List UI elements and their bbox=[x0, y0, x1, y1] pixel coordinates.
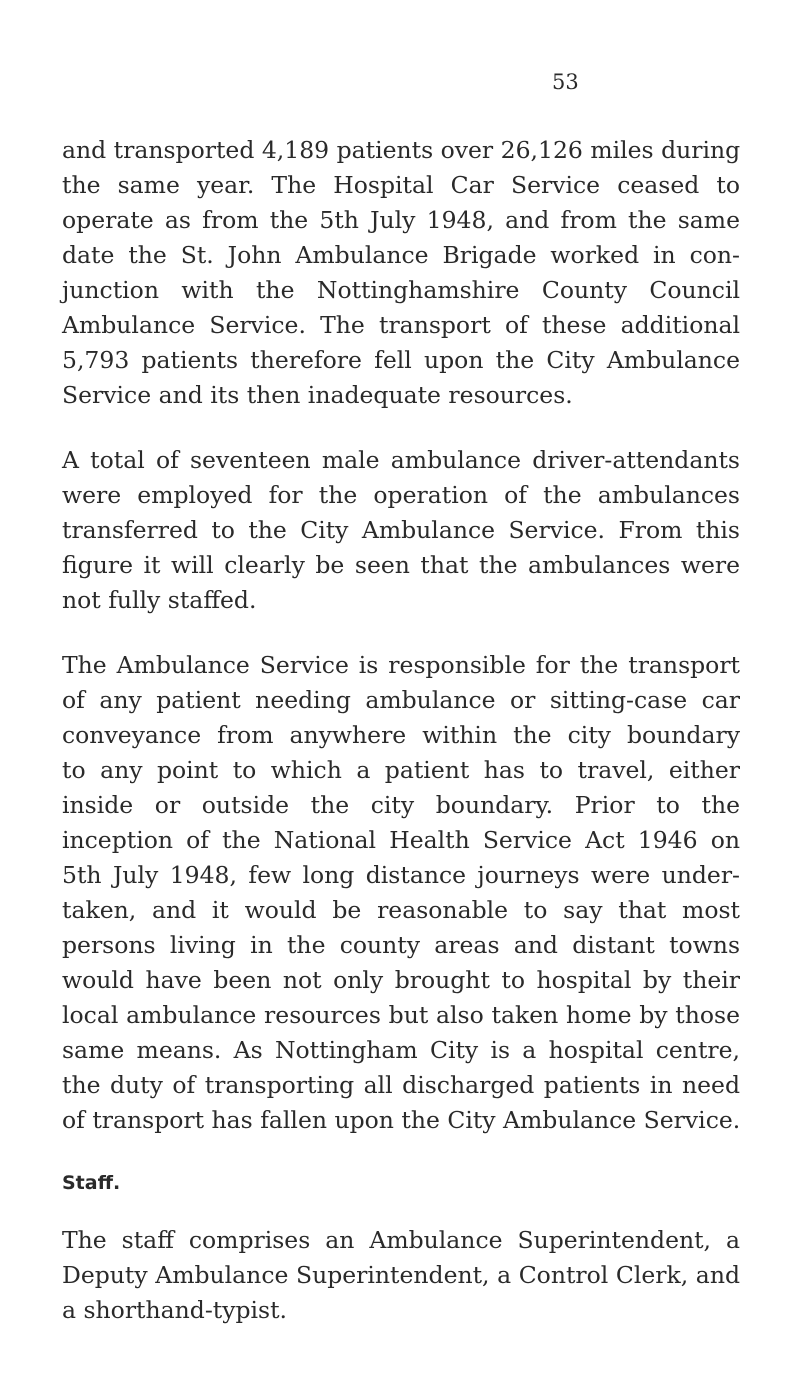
text-line: conveyance from anywhere within the city boundary bbox=[62, 721, 740, 749]
text-line: operate as from the 5th July 1948, and from the same bbox=[62, 206, 740, 234]
paragraph-attendants bbox=[62, 443, 740, 618]
text-line: inside or outside the city boundary. Prior to the bbox=[62, 791, 740, 819]
text-line: not fully staffed. bbox=[62, 586, 257, 614]
text-line: and transported 4,189 patients over 26,126 miles during bbox=[62, 136, 741, 164]
text-line: a shorthand-typist. bbox=[62, 1296, 288, 1324]
text-line: A total of seventeen male ambulance driver-attendants bbox=[62, 446, 740, 474]
paragraph-transport-figures bbox=[62, 133, 740, 413]
text-line: of any patient needing ambulance or sitting-case car bbox=[62, 686, 740, 714]
text-line: persons living in the county areas and distant towns bbox=[62, 931, 740, 959]
staff-heading: Staff. bbox=[62, 1172, 121, 1194]
text-line: date the St. John Ambulance Brigade worked in con- bbox=[62, 241, 740, 269]
text-line: The Ambulance Service is responsible for the transport bbox=[62, 651, 740, 679]
text-line: taken, and it would be reasonable to say that most bbox=[62, 896, 740, 924]
text-line: 5,793 patients therefore fell upon the City Ambulance bbox=[62, 346, 740, 374]
text-line: the same year. The Hospital Car Service ceased to bbox=[62, 171, 740, 199]
text-line: of transport has fallen upon the City Ambulance Service. bbox=[62, 1106, 741, 1134]
text-line: junction with the Nottinghamshire County Council bbox=[62, 276, 740, 304]
text-line: would have been not only brought to hospital by their bbox=[62, 966, 740, 994]
text-line: transferred to the City Ambulance Service. From this bbox=[62, 516, 740, 544]
text-line: 5th July 1948, few long distance journeys were under- bbox=[62, 861, 740, 889]
text-line: were employed for the operation of the ambulances bbox=[62, 481, 740, 509]
text-line: local ambulance resources but also taken home by those bbox=[62, 1001, 740, 1029]
page-number: 53 bbox=[552, 70, 579, 94]
text-line: to any point to which a patient has to travel, either bbox=[62, 756, 740, 784]
text-line: Service and its then inadequate resources. bbox=[62, 381, 573, 409]
text-line: Deputy Ambulance Superintendent, a Control Clerk, and bbox=[62, 1261, 740, 1289]
text-line: figure it will clearly be seen that the ambulances were bbox=[62, 551, 740, 579]
text-line: Ambulance Service. The transport of these additional bbox=[62, 311, 740, 339]
text-line: The staff comprises an Ambulance Superintendent, a bbox=[62, 1226, 740, 1254]
paragraph-staff bbox=[62, 1223, 740, 1328]
text-line: the duty of transporting all discharged patients in need bbox=[62, 1071, 740, 1099]
text-line: inception of the National Health Service Act 1946 on bbox=[62, 826, 740, 854]
paragraph-service-responsibility bbox=[62, 648, 740, 1138]
text-line: same means. As Nottingham City is a hospital centre, bbox=[62, 1036, 740, 1064]
